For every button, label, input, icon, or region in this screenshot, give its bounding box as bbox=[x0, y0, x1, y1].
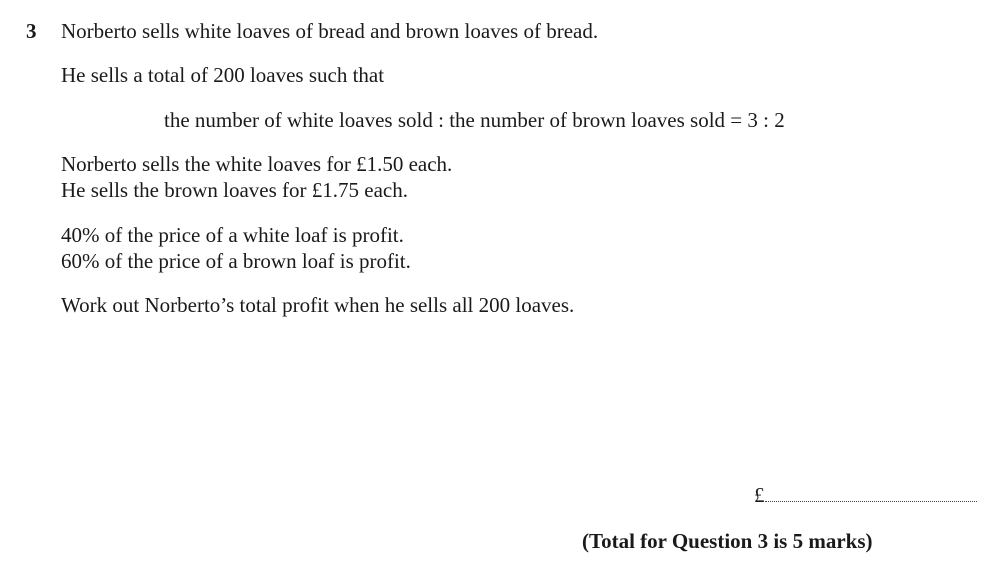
total-loaves-text: He sells a total of 200 loaves such that bbox=[61, 63, 385, 87]
white-profit-text: 40% of the price of a white loaf is profit. bbox=[61, 223, 404, 247]
intro-text: Norberto sells white loaves of bread and brown loaves of bread. bbox=[61, 19, 599, 43]
currency-symbol: £ bbox=[754, 483, 765, 507]
question-number: 3 bbox=[26, 19, 37, 43]
white-price-text: Norberto sells the white loaves for £1.50 each. bbox=[61, 152, 453, 176]
answer-line[interactable] bbox=[754, 482, 977, 508]
brown-price-text: He sells the brown loaves for £1.75 each. bbox=[61, 178, 408, 202]
answer-dotted-line[interactable] bbox=[765, 500, 977, 502]
task-text: Work out Norberto’s total profit when he sells all 200 loaves. bbox=[61, 293, 575, 317]
brown-profit-text: 60% of the price of a brown loaf is profit. bbox=[61, 249, 411, 273]
ratio-statement: the number of white loaves sold : the number of brown loaves sold = 3 : 2 bbox=[164, 108, 785, 132]
total-marks-label: (Total for Question 3 is 5 marks) bbox=[582, 529, 873, 553]
